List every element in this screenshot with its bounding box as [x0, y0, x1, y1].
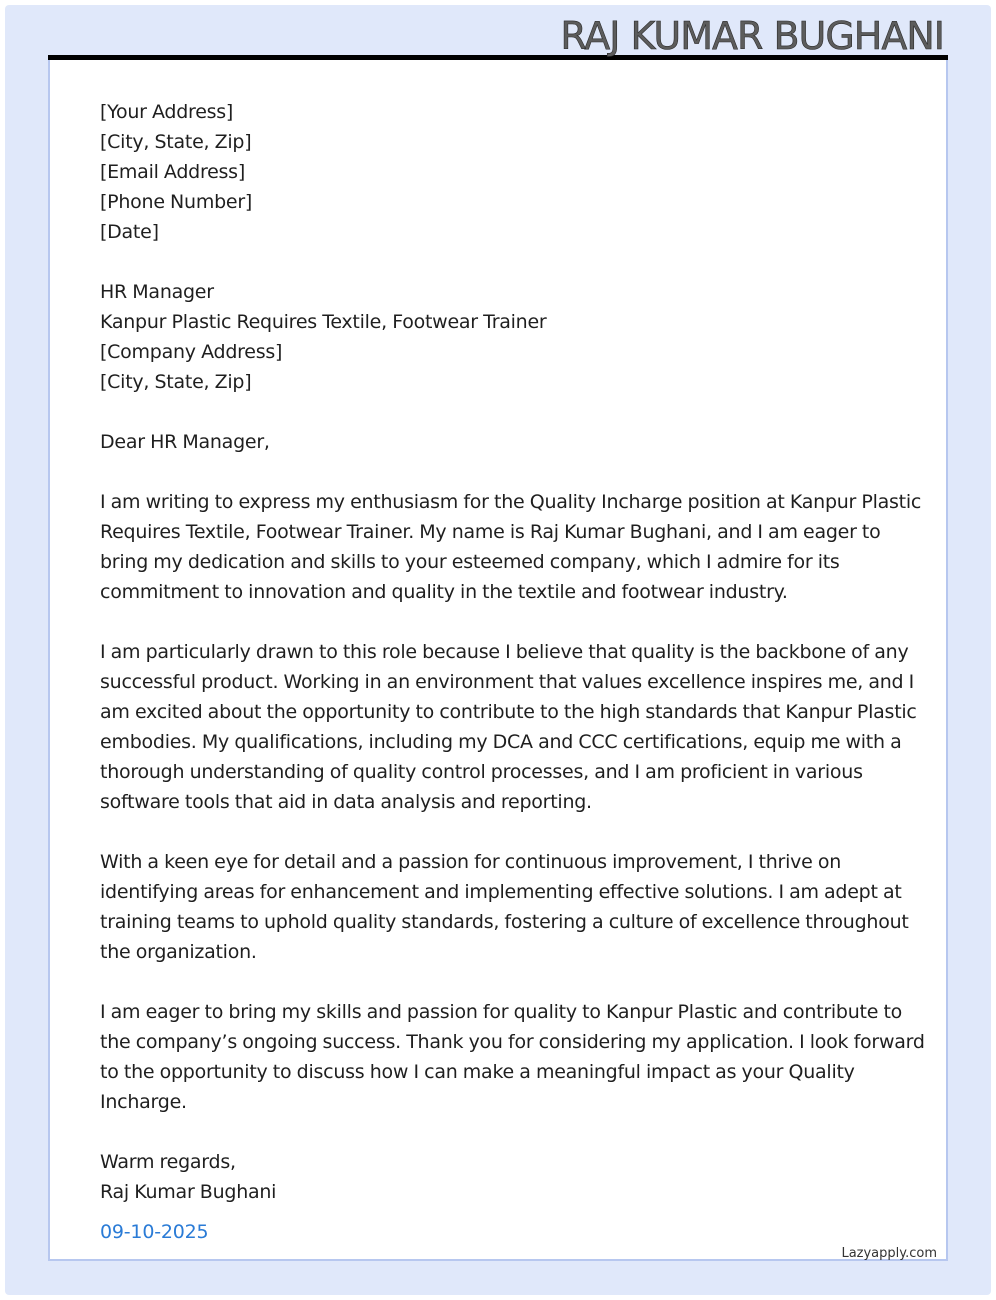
paragraph-1	[100, 487, 922, 607]
paragraph-line: embodies. My qualifications, including my DCA and CCC certifications, equip me with a	[100, 731, 902, 753]
sender-email: [Email Address]	[100, 161, 245, 183]
paragraph-line: am excited about the opportunity to contribute to the high standards that Kanpur Plastic	[100, 701, 917, 723]
paragraph-line: I am particularly drawn to this role because I believe that quality is the backbone of any	[100, 641, 909, 663]
sender-phone: [Phone Number]	[100, 191, 253, 213]
sender-block	[100, 97, 900, 247]
recipient-address: [Company Address]	[100, 341, 283, 363]
paragraph-line: I am eager to bring my skills and passion for quality to Kanpur Plastic and contribute to	[100, 1001, 903, 1023]
sender-address: [Your Address]	[100, 101, 234, 123]
paragraph-line: With a keen eye for detail and a passion for continuous improvement, I thrive on	[100, 851, 841, 873]
paragraph-3	[100, 847, 909, 967]
recipient-block	[100, 277, 900, 397]
signature-name: Raj Kumar Bughani	[100, 1181, 277, 1203]
paragraph-4	[100, 997, 925, 1117]
recipient-city-state-zip: [City, State, Zip]	[100, 371, 252, 393]
footer-date: 09-10-2025	[100, 1221, 209, 1243]
credit-link[interactable]: Lazyapply.com	[841, 1246, 937, 1261]
cover-letter-body	[100, 97, 925, 1207]
paragraph-line: thorough understanding of quality control processes, and I am proficient in various	[100, 761, 863, 783]
valediction: Warm regards,	[100, 1151, 236, 1173]
paragraph-2	[100, 637, 917, 817]
closing-block	[100, 1147, 900, 1207]
paragraph-line: identifying areas for enhancement and implementing effective solutions. I am adept at	[100, 881, 902, 903]
paragraph-line: training teams to uphold quality standards, fostering a culture of excellence throughout	[100, 911, 909, 933]
paragraph-line: bring my dedication and skills to your esteemed company, which I admire for its	[100, 551, 840, 573]
paragraph-line: I am writing to express my enthusiasm for the Quality Incharge position at Kanpur Plastic	[100, 491, 922, 513]
sender-city-state-zip: [City, State, Zip]	[100, 131, 252, 153]
paragraph-line: the company’s ongoing success. Thank you for considering my application. I look forward	[100, 1031, 925, 1053]
salutation: Dear HR Manager,	[100, 431, 270, 453]
sender-date: [Date]	[100, 221, 159, 243]
applicant-name-header: RAJ KUMAR BUGHANI	[560, 14, 944, 58]
paragraph-line: Incharge.	[100, 1091, 187, 1113]
paragraph-line: successful product. Working in an environment that values excellence inspires me, and I	[100, 671, 915, 693]
recipient-title: HR Manager	[100, 281, 214, 303]
paragraph-line: software tools that aid in data analysis and reporting.	[100, 791, 592, 813]
paragraph-line: commitment to innovation and quality in the textile and footwear industry.	[100, 581, 788, 603]
paragraph-line: to the opportunity to discuss how I can make a meaningful impact as your Quality	[100, 1061, 855, 1083]
paragraph-line: the organization.	[100, 941, 257, 963]
recipient-company: Kanpur Plastic Requires Textile, Footwear Trainer	[100, 311, 547, 333]
paragraph-line: Requires Textile, Footwear Trainer. My name is Raj Kumar Bughani, and I am eager to	[100, 521, 881, 543]
